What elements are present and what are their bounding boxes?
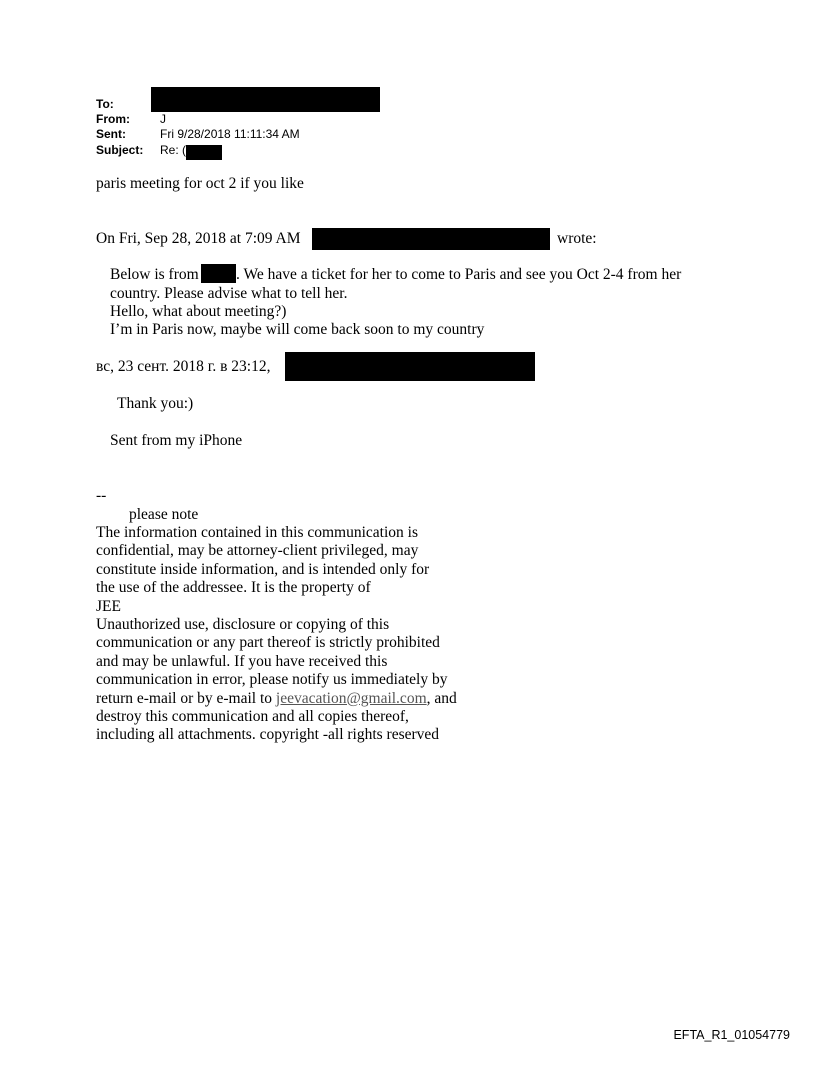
- disclaimer-line: communication or any part thereof is strictly prohibited: [96, 634, 440, 652]
- email-line-suffix: , and: [426, 689, 457, 707]
- quote-intro-prefix: On Fri, Sep 28, 2018 at 7:09 AM: [96, 230, 301, 247]
- quoted-line-3: Hello, what about meeting?): [110, 303, 287, 320]
- thank-you-text: Thank you:): [117, 395, 194, 412]
- sent-from-text: Sent from my iPhone: [110, 432, 243, 449]
- sent-label: Sent:: [96, 127, 126, 141]
- quoted-line-1a: Below is from: [110, 266, 199, 283]
- email-line-prefix: return e-mail or by e-mail to: [96, 689, 276, 707]
- redaction-subject: [186, 145, 222, 160]
- redaction-quoted-name: [201, 264, 236, 283]
- disclaimer-line: destroy this communication and all copies thereof,: [96, 708, 409, 726]
- disclaimer-line: and may be unlawful. If you have received this: [96, 652, 388, 670]
- from-value: J: [160, 112, 166, 126]
- subject-value: Re: (: [160, 143, 187, 157]
- disclaimer-email-line: [96, 690, 457, 708]
- disclaimer-line: the use of the addressee. It is the property of: [96, 579, 371, 597]
- redaction-russian-sender: [285, 352, 535, 381]
- quoted-line-1b: . We have a ticket for her to come to Paris and see you Oct 2-4 from her: [236, 266, 682, 283]
- disclaimer-paragraph: [96, 524, 457, 745]
- reply-text: paris meeting for oct 2 if you like: [96, 175, 304, 192]
- disclaimer-line: JEE: [96, 597, 121, 615]
- redaction-to-recipient: [151, 87, 380, 112]
- signature-dashes: --: [96, 487, 107, 504]
- sent-value: Fri 9/28/2018 11:11:34 AM: [160, 127, 300, 141]
- to-label: To:: [96, 97, 114, 111]
- email-link[interactable]: jeevacation@gmail.com: [275, 689, 427, 707]
- from-label: From:: [96, 112, 130, 126]
- disclaimer-line: communication in error, please notify us immediately by: [96, 671, 448, 689]
- disclaimer-line: Unauthorized use, disclosure or copying of this: [96, 616, 390, 634]
- subject-label: Subject:: [96, 143, 144, 157]
- redaction-quote-sender: [312, 228, 550, 250]
- please-note: please note: [129, 506, 199, 523]
- quote-intro-suffix: wrote:: [557, 230, 597, 247]
- quoted-line-4: I’m in Paris now, maybe will come back soon to my country: [110, 321, 485, 338]
- document-id: EFTA_R1_01054779: [673, 1028, 790, 1042]
- disclaimer-line: including all attachments. copyright -all rights reserved: [96, 726, 440, 744]
- disclaimer-line: confidential, may be attorney-client privileged, may: [96, 542, 419, 560]
- quoted-line-2: country. Please advise what to tell her.: [110, 285, 348, 302]
- russian-date-line: вс, 23 сент. 2018 г. в 23:12,: [96, 358, 271, 375]
- disclaimer-line: constitute inside information, and is intended only for: [96, 560, 430, 578]
- disclaimer-line: The information contained in this communication is: [96, 524, 418, 541]
